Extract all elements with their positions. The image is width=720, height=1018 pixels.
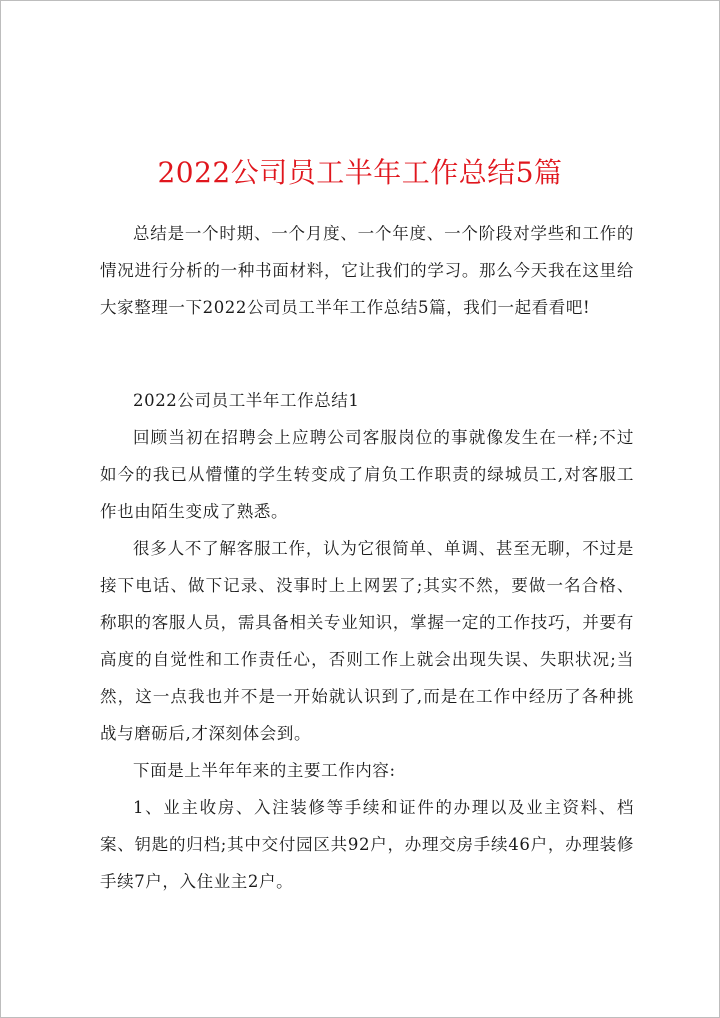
body-paragraph: 很多人不了解客服工作，认为它很简单、单调、甚至无聊，不过是接下电话、做下记录、没事时上上网罢了;其实不然，要做一名合格、称职的客服人员，需具备相关专业知识，掌握一定的工作技巧，并要有高度的自觉性和工作责任心，否则工作上就会出现失误、失职状况;当然，这一点我也并不是一开始就认识到了,而是在工作中经历了各种挑战与磨砺后,才深刻体会到。 (100, 539, 634, 743)
body-paragraph: 1、业主收房、入注装修等手续和证件的办理以及业主资料、档案、钥匙的归档;其中交付园区共92户，办理交房手续46户，办理装修手续7户，入住业主2户。 (100, 798, 634, 891)
intro-paragraph: 总结是一个时期、一个月度、一个年度、一个阶段对学些和工作的情况进行分析的一种书面材料，它让我们的学习。那么今天我在这里给大家整理一下2022公司员工半年工作总结5篇，我们一起看看吧! (100, 224, 634, 317)
document-title: 2022公司员工半年工作总结5篇 (157, 156, 563, 189)
body-paragraph: 下面是上半年年来的主要工作内容: (133, 761, 396, 780)
section-title: 2022公司员工半年工作总结1 (133, 391, 360, 410)
document-body (100, 215, 634, 900)
body-paragraph: 回顾当初在招聘会上应聘公司客服岗位的事就像发生在一样;不过如今的我已从懵懂的学生转变成了肩负工作职责的绿城员工,对客服工作也由陌生变成了熟悉。 (100, 428, 634, 521)
